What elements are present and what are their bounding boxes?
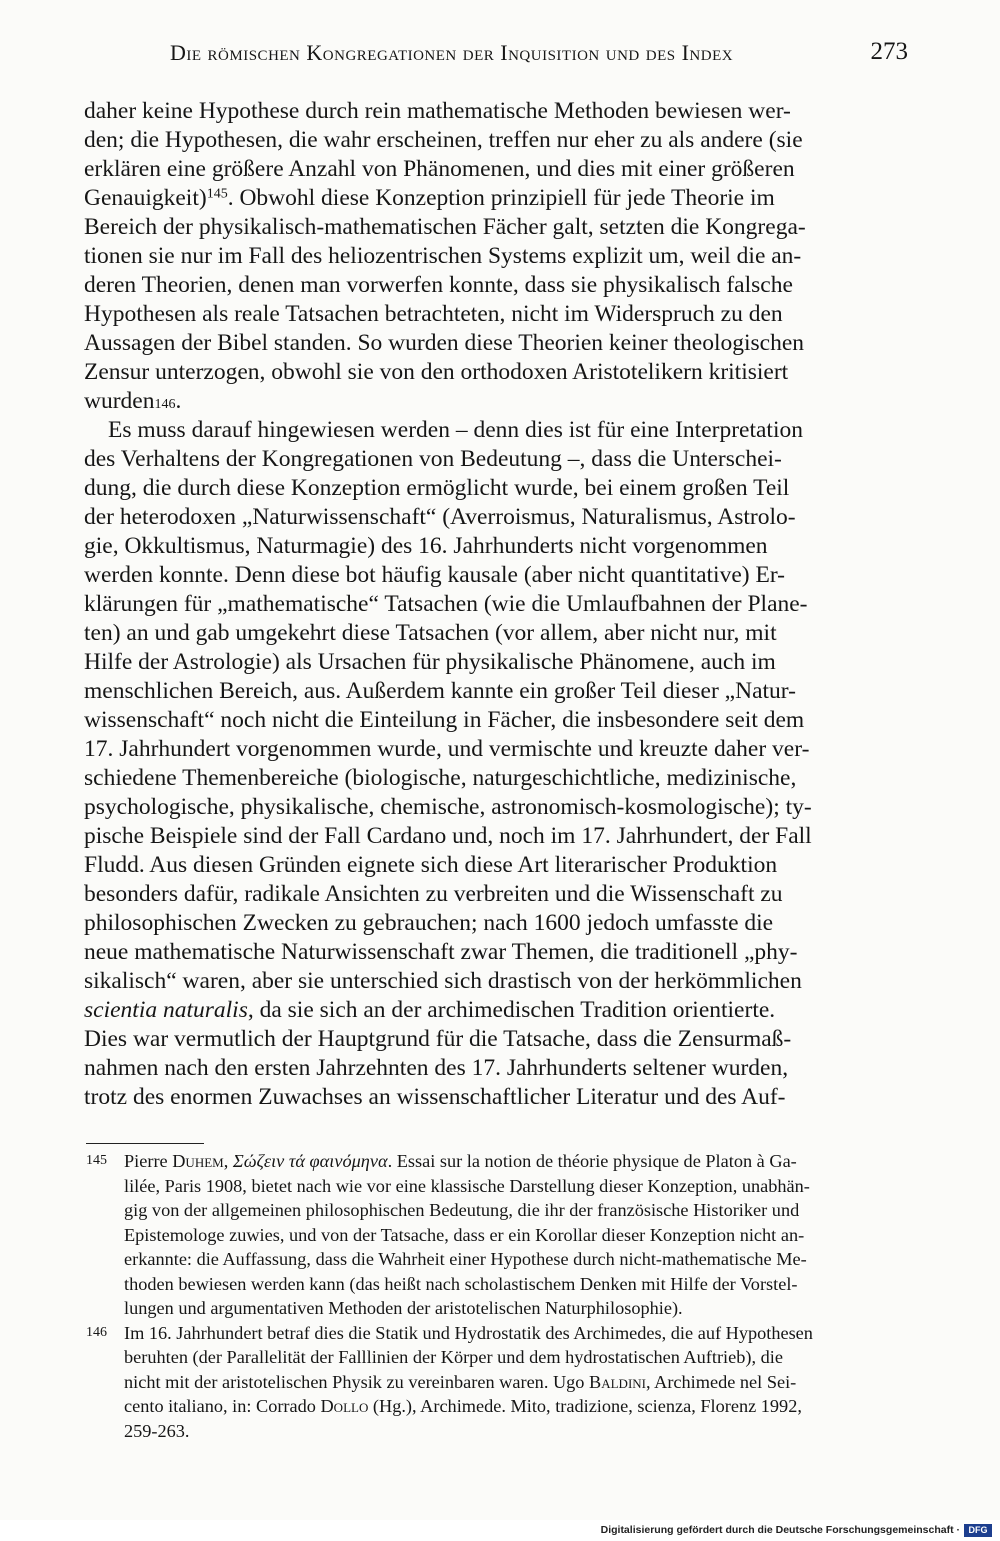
author-name: Baldini bbox=[589, 1371, 646, 1392]
text-line: scientia naturalis, da sie sich an der archimedischen Tradition orientierte. bbox=[84, 997, 776, 1023]
page-number: 273 bbox=[870, 38, 908, 65]
text-line: wissenschaft“ noch nicht die Einteilung in Fächer, die insbesondere seit dem bbox=[84, 707, 805, 733]
text-line: Hilfe der Astrologie) als Ursachen für physikalische Phänomene, auch im bbox=[84, 649, 776, 675]
text-line: psychologische, physikalische, chemische, astronomisch-kosmologische); ty- bbox=[84, 794, 812, 820]
text-line: Zensur unterzogen, obwohl sie von den orthodoxen Aristotelikern kritisiert bbox=[84, 359, 789, 385]
text-line: der heterodoxen „Naturwissenschaft“ (Averroismus, Naturalismus, Astrolo- bbox=[84, 504, 796, 530]
author-name: Duhem bbox=[172, 1151, 224, 1171]
text-line: des Verhaltens der Kongregationen von Bedeutung –, dass die Unterschei- bbox=[84, 446, 782, 472]
italic-term: scientia naturalis bbox=[84, 997, 248, 1023]
text-line: erklären eine größere Anzahl von Phänomenen, und dies mit einer größeren bbox=[84, 156, 795, 182]
text-line: schiedene Themenbereiche (biologische, naturgeschichtliche, medizinische, bbox=[84, 765, 797, 791]
footnote-line: erkannte: die Auffassung, dass die Wahrheit einer Hypothese durch nicht-mathematische Me- bbox=[124, 1249, 807, 1269]
footnote-line: lungen und argumentativen Methoden der aristotelischen Naturphilosophie). bbox=[124, 1298, 683, 1318]
footnote-separator bbox=[86, 1143, 204, 1144]
text-line: Fludd. Aus diesen Gründen eignete sich diese Art literarischer Produktion bbox=[84, 852, 778, 878]
text-line: deren Theorien, denen man vorwerfen konnte, dass sie physikalisch falsche bbox=[84, 272, 793, 298]
text-line: nahmen nach den ersten Jahrzehnten des 17. Jahrhunderts seltener wurden, bbox=[84, 1055, 789, 1081]
running-title: Die römischen Kongregationen der Inquisition und des Index bbox=[170, 40, 734, 65]
running-header bbox=[86, 38, 908, 74]
text-line: philosophischen Zwecken zu gebrauchen; nach 1600 jedoch umfasste die bbox=[84, 910, 774, 936]
footnote-line: 146 Im 16. Jahrhundert betraf dies die Statik und Hydrostatik des Archimedes, die auf Hypothesen bbox=[86, 1321, 908, 1346]
text-line: menschlichen Bereich, aus. Außerdem kannte ein großer Teil dieser „Natur- bbox=[84, 678, 796, 704]
body-text bbox=[84, 97, 908, 1112]
text-line: dung, die durch diese Konzeption ermöglicht wurde, bei einem großen Teil bbox=[84, 475, 790, 501]
text-line: neue mathematische Naturwissenschaft zwar Themen, die traditionell „phy- bbox=[84, 939, 798, 965]
footnote-line: Epistemologe zuwies, und von der Tatsache, dass er ein Korollar dieser Konzeption nicht an- bbox=[124, 1224, 805, 1245]
text-line: tionen sie nur im Fall des heliozentrischen Systems explizit um, weil die an- bbox=[84, 243, 802, 269]
text-line: den; die Hypothesen, die wahr erscheinen, treffen nur eher zu als andere (sie bbox=[84, 127, 803, 153]
footnote-line: nicht mit der aristotelischen Physik zu vereinbaren waren. Ugo Baldini, Archimede nel Sei- bbox=[124, 1371, 797, 1392]
text-line: daher keine Hypothese durch rein mathematische Methoden bewiesen wer- bbox=[84, 98, 791, 124]
text-line: werden konnte. Denn diese bot häufig kausale (aber nicht quantitative) Er- bbox=[84, 562, 786, 588]
text-line: 17. Jahrhundert vorgenommen wurde, und vermischte und kreuzte daher ver- bbox=[84, 736, 810, 762]
author-name: Dollo bbox=[320, 1396, 369, 1416]
text-line: wurden 146 . bbox=[84, 388, 182, 414]
digitization-notice: Digitalisierung gefördert durch die Deutsche Forschungsgemeinschaft · bbox=[600, 1524, 960, 1536]
text-line: Bereich der physikalisch-mathematischen Fächer galt, setzten die Kongrega- bbox=[84, 214, 806, 240]
text-line: trotz des enormen Zuwachses an wissenschaftlicher Literatur und des Auf- bbox=[84, 1084, 786, 1110]
dfg-logo-icon[interactable]: DFG bbox=[964, 1524, 992, 1537]
footnotes bbox=[86, 1149, 908, 1443]
footnote-line: cento italiano, in: Corrado Dollo (Hg.), Archimede. Mito, tradizione, scienza, Florenz 1992, bbox=[124, 1396, 802, 1416]
text-line: pische Beispiele sind der Fall Cardano und, noch im 17. Jahrhundert, der Fall bbox=[84, 823, 812, 849]
greek-title: Σώζειν τά φαινόμηνα bbox=[232, 1151, 388, 1171]
footnote-line: gig von der allgemeinen philosophischen Bedeutung, die ihr der französische Historiker und bbox=[124, 1200, 800, 1220]
text-line: besonders dafür, radikale Ansichten zu verbreiten und die Wissenschaft zu bbox=[84, 881, 783, 907]
footnote-line: 145 Pierre Duhem, Σώζειν τά φαινόμηνα. Essai sur la notion de théorie physique de Platon à Ga- bbox=[86, 1149, 908, 1174]
text-line: ten) an und gab umgekehrt diese Tatsachen (vor allem, aber nicht nur, mit bbox=[84, 620, 777, 646]
footnote-line: thoden bewiesen werden kann (das heißt nach scholastischem Denken mit Hilfe der Vorstel- bbox=[124, 1273, 798, 1294]
footnote-number: 145 bbox=[86, 1153, 107, 1168]
text-line: Dies war vermutlich der Hauptgrund für die Tatsache, dass die Zensurmaß- bbox=[84, 1026, 792, 1052]
text-line: klärungen für „mathematische“ Tatsachen (wie die Umlaufbahnen der Plane- bbox=[84, 591, 808, 617]
footnote-line: 259-263. bbox=[124, 1420, 190, 1441]
footnote-line: lilée, Paris 1908, bietet nach wie vor eine klassische Darstellung dieser Konzeption, unabhän- bbox=[124, 1175, 810, 1196]
footnote-line: beruhten (der Parallelität der Falllinien der Körper und dem hydrostatischen Auftrieb), die bbox=[124, 1347, 783, 1367]
footnote-number: 146 bbox=[86, 1324, 107, 1340]
footnote-ref-145: 145 bbox=[206, 186, 228, 202]
text-line: Hypothesen als reale Tatsachen betrachteten, nicht im Widerspruch zu den bbox=[84, 301, 783, 327]
text-line: Es muss darauf hingewiesen werden – denn dies ist für eine Interpretation bbox=[108, 417, 803, 443]
text-line: sikalisch“ waren, aber sie unterschied sich drastisch von der herkömmlichen bbox=[84, 968, 802, 994]
text-line: gie, Okkultismus, Naturmagie) des 16. Jahrhunderts nicht vorgenommen bbox=[84, 533, 768, 559]
text-line: Aussagen der Bibel standen. So wurden diese Theorien keiner theologischen bbox=[84, 330, 805, 356]
text-line: Genauigkeit)$^{145}$. Obwohl diese Konzeption prinzipiell für jede Theorie im bbox=[84, 185, 775, 211]
